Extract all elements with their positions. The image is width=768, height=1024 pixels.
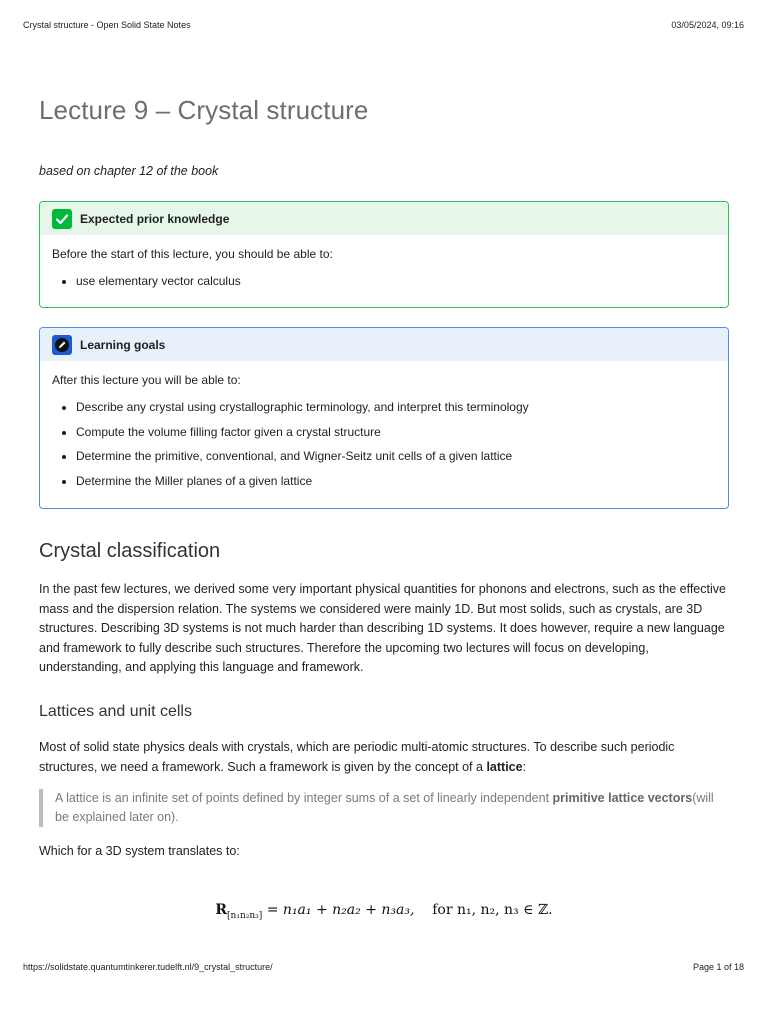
list-item: • Determine the Miller planes of a given lattice	[76, 474, 716, 489]
equation-lhs: R	[215, 902, 228, 918]
subsection-heading: Lattices and unit cells	[39, 703, 192, 720]
page-title: Lecture 9 – Crystal structure	[39, 95, 369, 125]
prior-knowledge-intro: Before the start of this lecture, you should be able to:	[52, 247, 333, 261]
prior-knowledge-box	[39, 201, 729, 308]
print-datetime: 03/05/2024, 09:16	[671, 20, 744, 30]
equation-rhs: = n₁a₁ + n₂a₂ + n₃a₃,	[266, 902, 415, 918]
list-item: • Describe any crystal using crystallographic terminology, and interpret this terminology	[76, 400, 716, 415]
learning-goals-list	[52, 400, 716, 488]
lattice-paragraph	[39, 738, 729, 777]
quote-text: A lattice is an infinite set of points defined by integer sums of a set of linearly independent	[55, 791, 553, 805]
subtitle: based on chapter 12 of the book	[39, 164, 219, 178]
quote-note: (will be explained later on).	[55, 791, 714, 824]
list-item: • Compute the volume filling factor given a crystal structure	[76, 425, 716, 440]
page-url: https://solidstate.quantumtinkerer.tudelft.nl/9_crystal_structure/	[23, 962, 273, 972]
learning-goals-header	[40, 328, 728, 361]
equation-lhs-subscript: [n₁n₂n₃]	[227, 910, 263, 921]
pencil-icon	[52, 335, 72, 355]
translates-paragraph: Which for a 3D system translates to:	[39, 844, 240, 858]
print-header	[23, 20, 744, 30]
prior-knowledge-title: Expected prior knowledge	[80, 211, 230, 226]
learning-goals-intro: After this lecture you will be able to:	[52, 373, 241, 387]
list-item: • Determine the primitive, conventional, and Wigner-Seitz unit cells of a given lattice	[76, 449, 716, 464]
quote-term: primitive lattice vectors	[552, 791, 693, 805]
list-item: • use elementary vector calculus	[76, 274, 716, 289]
section-heading: Crystal classification	[39, 540, 221, 562]
definition-quote	[39, 789, 715, 827]
section-paragraph: In the past few lectures, we derived some very important physical quantities for phonons and electrons, such as the effective mass and the dispersion relation. The systems we considered were mainly 1D. But most solids, such as crystals, are 3D structures. Describing 3D systems is not much harder than describing 1D systems. It does however, require a new language and framework to fully describe such structures. Therefore the upcoming two lectures will focus on developing, understanding, and applying this language and framework.	[39, 582, 726, 674]
page-number: Page 1 of 18	[692, 962, 744, 972]
prior-knowledge-header	[40, 202, 728, 235]
prior-knowledge-list	[52, 274, 716, 289]
document-title: Crystal structure - Open Solid State Notes	[23, 20, 191, 30]
learning-goals-box	[39, 327, 729, 509]
lattice-term: lattice	[486, 759, 523, 774]
lattice-text: Most of solid state physics deals with crystals, which are periodic multi-atomic structures. To describe such periodic structures, we need a framework. Such a framework is given by the concept of a	[39, 740, 675, 774]
print-footer	[23, 962, 744, 972]
lattice-colon: :	[522, 759, 527, 774]
equation-condition: for n₁, n₂, n₃ ∈ ℤ.	[432, 902, 553, 918]
lattice-equation	[39, 902, 729, 921]
checkmark-icon	[52, 209, 72, 229]
learning-goals-title: Learning goals	[80, 337, 166, 352]
